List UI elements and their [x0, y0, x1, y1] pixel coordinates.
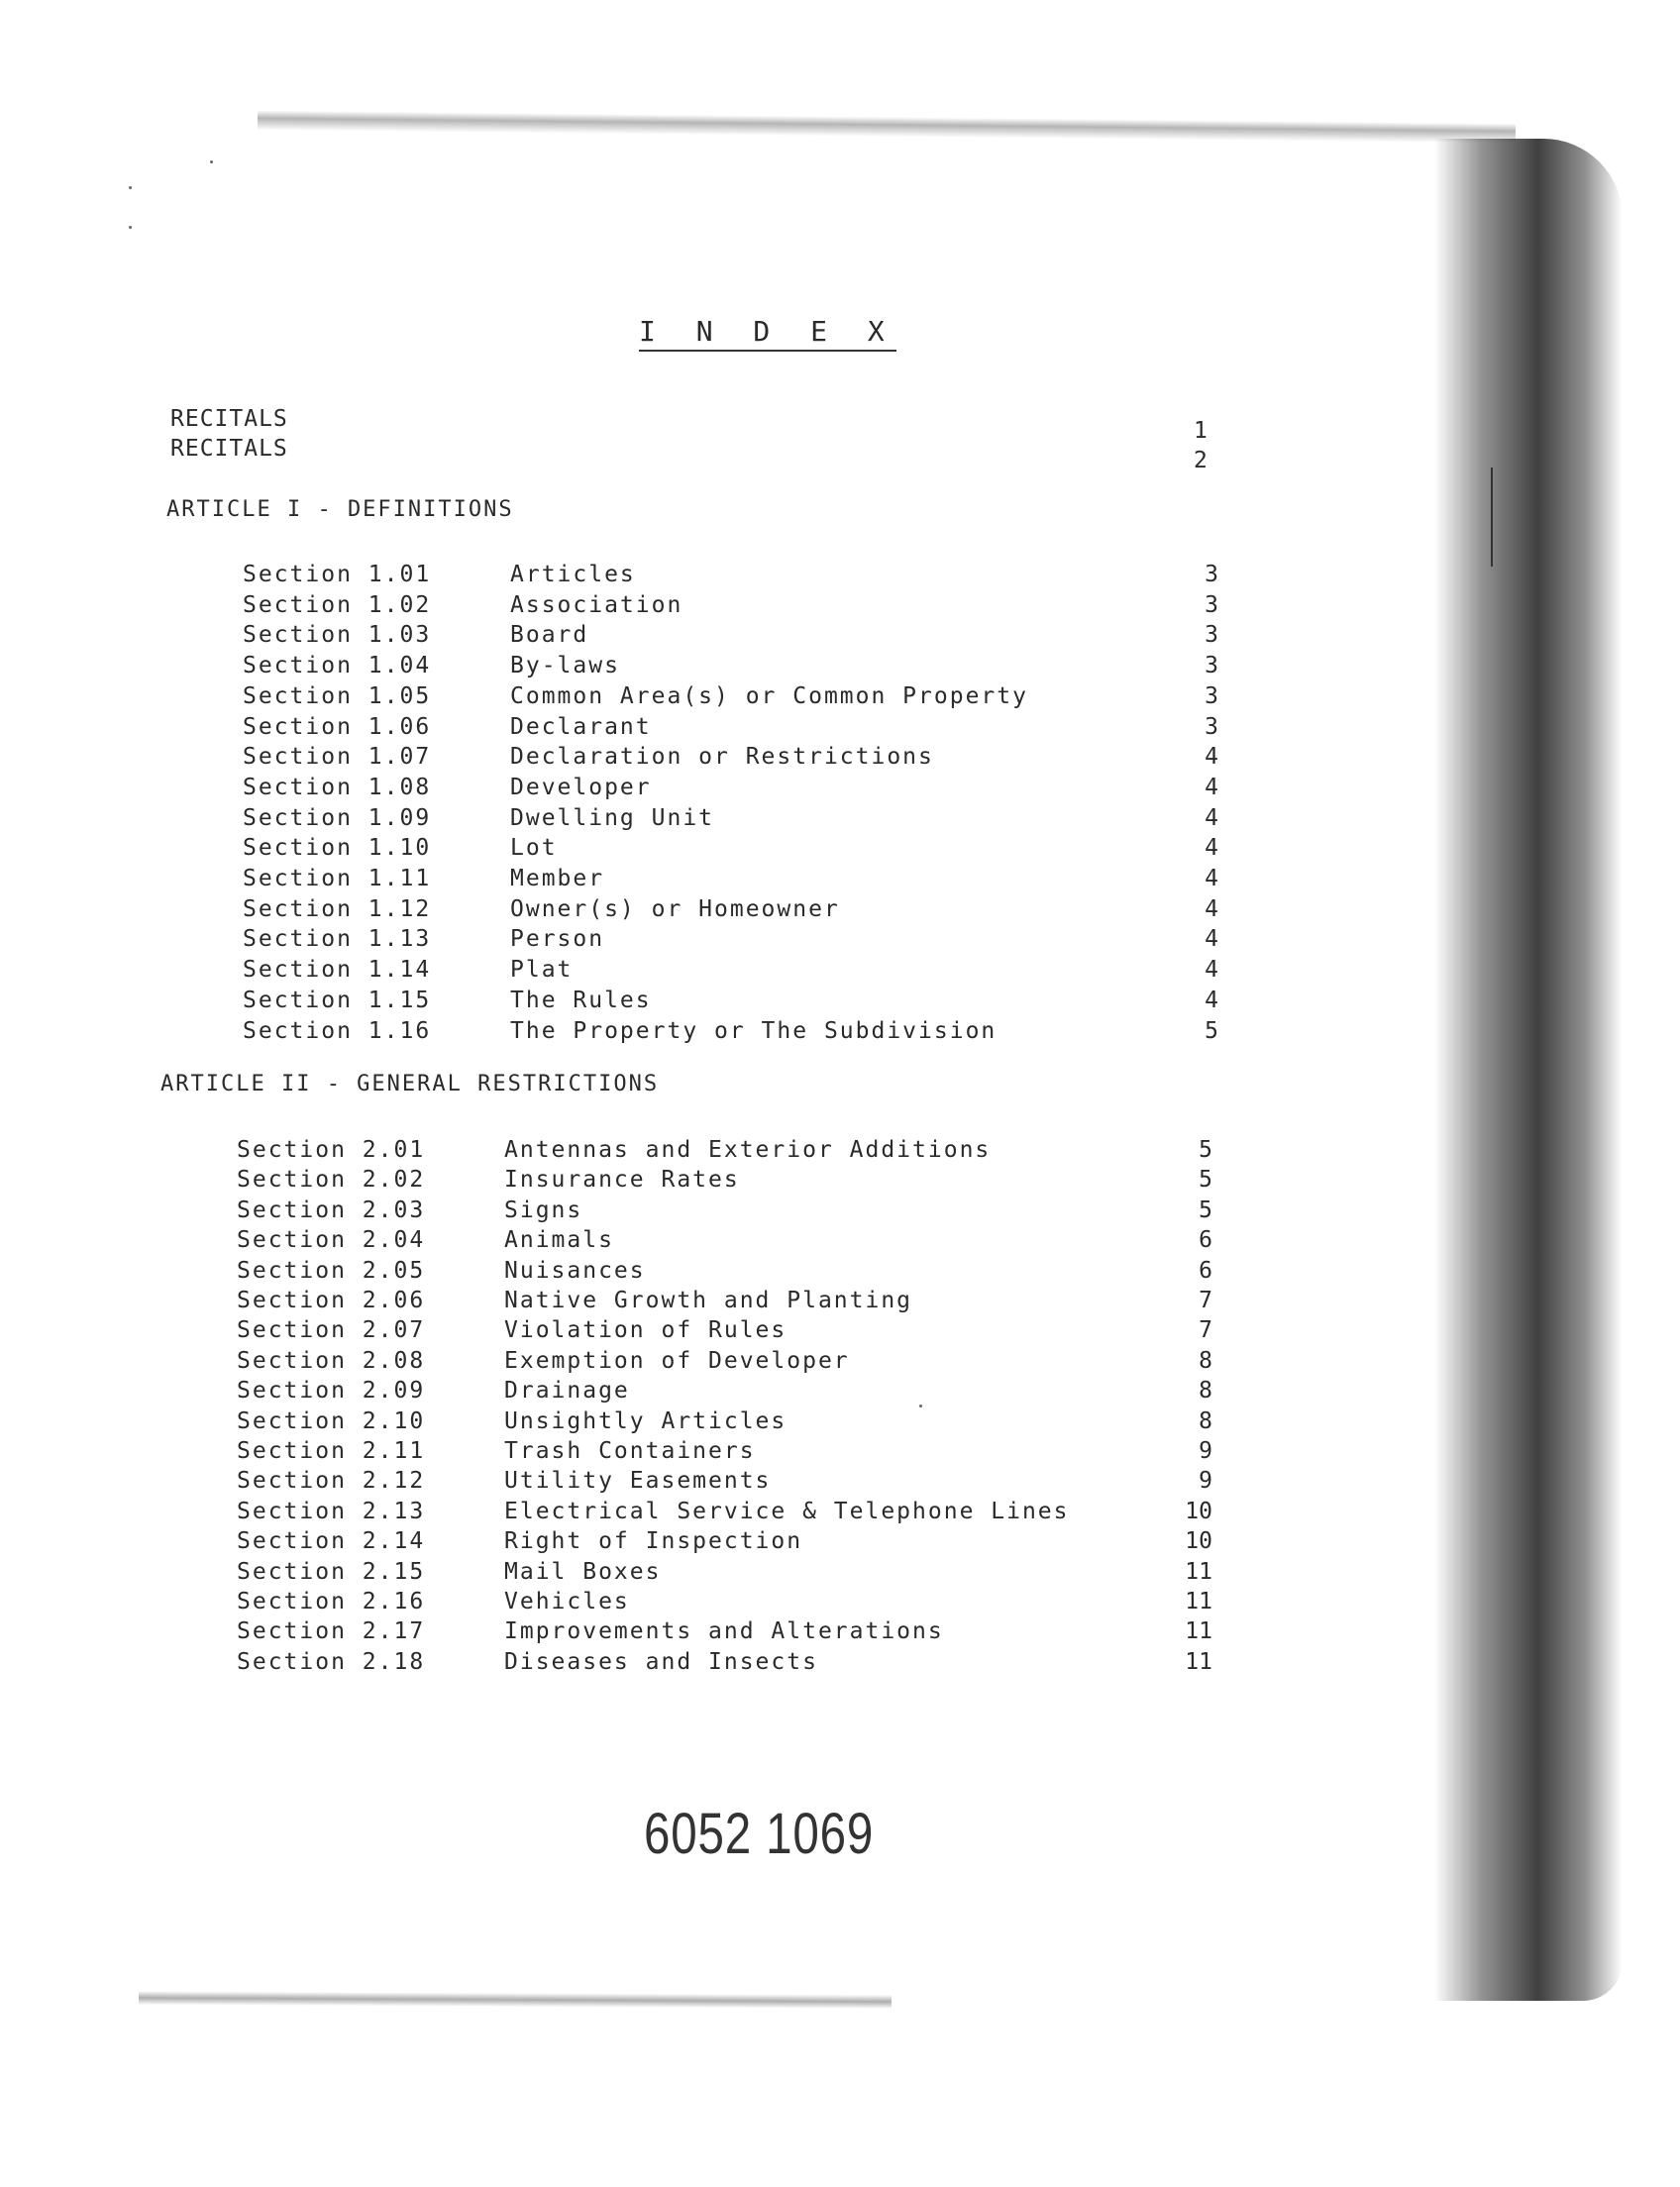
- toc-row: [0, 622, 1288, 652]
- section-title: Declarant: [510, 713, 652, 740]
- section-title: Lot: [510, 835, 558, 862]
- page-number: 3: [1205, 562, 1218, 587]
- scan-speck: [210, 160, 213, 163]
- section-title: Plat: [510, 957, 574, 984]
- toc-row: [0, 1137, 1282, 1167]
- toc-row: [0, 805, 1288, 835]
- section-title: Violation of Rules: [504, 1317, 788, 1344]
- toc-row: [0, 1317, 1282, 1347]
- section-title: Owner(s) or Homeowner: [510, 895, 840, 922]
- page-number: 4: [1205, 835, 1218, 862]
- section-title: Drainage: [504, 1378, 630, 1405]
- section-number: Section 2.16: [237, 1589, 426, 1614]
- page-number: 8: [1199, 1347, 1212, 1374]
- toc-row: [0, 1408, 1282, 1438]
- page-number: 6: [1199, 1227, 1212, 1254]
- page-number: 8: [1199, 1378, 1212, 1405]
- page-number: 10: [1185, 1528, 1212, 1555]
- toc-row: [0, 1559, 1282, 1589]
- margin-mark: [1491, 468, 1493, 567]
- section-title: Declaration or Restrictions: [510, 744, 934, 771]
- page-number: 4: [1205, 957, 1218, 984]
- section-title: Diseases and Insects: [504, 1648, 818, 1675]
- section-number: Section 2.07: [237, 1317, 426, 1344]
- section-number: Section 2.14: [237, 1528, 426, 1555]
- section-number: Section 1.04: [243, 653, 432, 679]
- section-number: Section 2.12: [237, 1468, 426, 1495]
- section-title: Vehicles: [504, 1589, 630, 1614]
- section-title: Unsightly Articles: [504, 1407, 788, 1434]
- toc-row: [0, 896, 1288, 926]
- section-number: Section 1.06: [243, 713, 432, 740]
- toc-row: [0, 835, 1288, 865]
- toc-row: [0, 1438, 1282, 1468]
- section-title: Insurance Rates: [504, 1167, 740, 1194]
- page-number: 3: [1205, 622, 1218, 649]
- section-number: Section 1.03: [243, 622, 432, 649]
- page-number: 9: [1199, 1468, 1212, 1495]
- toc-row: [0, 926, 1288, 956]
- toc-row: [0, 1167, 1282, 1197]
- page-number: 4: [1205, 774, 1218, 800]
- page-number: 3: [1205, 713, 1218, 740]
- section-title: Common Area(s) or Common Property: [510, 682, 1028, 709]
- toc-row: [0, 1499, 1282, 1528]
- section-number: Section 1.08: [243, 774, 432, 800]
- article-2-heading: ARTICLE II - GENERAL RESTRICTIONS: [160, 1072, 660, 1096]
- page-number: 4: [1205, 926, 1218, 953]
- page-number: 6: [1199, 1257, 1212, 1284]
- section-title: Dwelling Unit: [510, 804, 715, 831]
- section-number: Section 1.14: [243, 957, 432, 984]
- section-number: Section 1.16: [243, 1017, 432, 1044]
- page-number: 4: [1205, 866, 1218, 891]
- section-number: Section 2.11: [237, 1438, 426, 1464]
- section-number: Section 2.05: [237, 1257, 426, 1284]
- page-number: 3: [1205, 682, 1218, 709]
- section-number: Section 1.15: [243, 987, 432, 1013]
- page-number: 5: [1199, 1137, 1212, 1163]
- section-number: Section 2.17: [237, 1618, 426, 1645]
- index-title: I N D E X: [639, 315, 896, 352]
- section-number: Section 1.13: [243, 926, 432, 953]
- section-title: Antennas and Exterior Additions: [504, 1137, 992, 1163]
- toc-row: [0, 1258, 1282, 1288]
- section-number: Section 2.04: [237, 1227, 426, 1254]
- page-number: 1: [1194, 418, 1208, 444]
- toc-row: [0, 744, 1288, 774]
- toc-row: [0, 1468, 1282, 1498]
- toc-row: [0, 592, 1288, 622]
- section-number: Section 1.09: [243, 804, 432, 831]
- section-title: Mail Boxes: [504, 1558, 662, 1585]
- page-number: 2: [1194, 448, 1208, 473]
- section-title: Developer: [510, 774, 652, 800]
- section-title: Right of Inspection: [504, 1528, 803, 1555]
- toc-row: [0, 1348, 1282, 1378]
- page-number: 7: [1199, 1317, 1212, 1344]
- section-number: Section 2.09: [237, 1378, 426, 1405]
- page-number: 7: [1199, 1288, 1212, 1313]
- section-number: Section 2.10: [237, 1407, 426, 1434]
- section-number: Section 1.12: [243, 895, 432, 922]
- section-title: The Rules: [510, 987, 652, 1013]
- page-number: 9: [1199, 1438, 1212, 1464]
- toc-row: [0, 1198, 1282, 1227]
- toc-row: [0, 1528, 1282, 1558]
- recitals-label: RECITALS: [170, 436, 288, 462]
- page-number: 4: [1205, 895, 1218, 922]
- toc-row: [0, 1227, 1282, 1257]
- section-number: Section 2.06: [237, 1288, 426, 1313]
- section-title: Person: [510, 926, 605, 953]
- page-number: 5: [1205, 1017, 1218, 1044]
- toc-row: [0, 562, 1288, 591]
- section-title: Board: [510, 622, 589, 649]
- page-number: 5: [1199, 1167, 1212, 1194]
- scan-shadow-right: [1434, 139, 1623, 2001]
- section-number: Section 2.13: [237, 1498, 426, 1524]
- page-number: 11: [1185, 1648, 1212, 1675]
- toc-row: [0, 1618, 1282, 1648]
- section-title: Utility Easements: [504, 1468, 772, 1495]
- toc-row: [0, 1649, 1282, 1679]
- toc-row: [0, 1378, 1282, 1407]
- section-number: Section 2.18: [237, 1648, 426, 1675]
- toc-row: [0, 1288, 1282, 1317]
- page-number: 4: [1205, 804, 1218, 831]
- scan-edge-top: [258, 110, 1516, 143]
- scan-edge-bottom: [139, 1991, 892, 2009]
- section-title: Exemption of Developer: [504, 1347, 850, 1374]
- toc-row: [0, 957, 1288, 987]
- section-title: By-laws: [510, 653, 620, 679]
- section-title: Trash Containers: [504, 1438, 756, 1464]
- toc-row: [0, 866, 1288, 895]
- recording-stamp: 6052 1069: [644, 1802, 875, 1866]
- section-number: Section 1.11: [243, 866, 432, 891]
- section-number: Section 1.10: [243, 835, 432, 862]
- toc-row: [0, 653, 1288, 682]
- section-number: Section 2.01: [237, 1137, 426, 1163]
- page-number: 11: [1185, 1589, 1212, 1614]
- section-number: Section 1.02: [243, 591, 432, 618]
- page-number: 4: [1205, 744, 1218, 771]
- page-number: 10: [1185, 1498, 1212, 1524]
- recitals-label: RECITALS: [170, 406, 288, 432]
- section-number: Section 1.05: [243, 682, 432, 709]
- page-number: 8: [1199, 1407, 1212, 1434]
- section-number: Section 2.03: [237, 1197, 426, 1223]
- toc-row: [0, 1018, 1288, 1048]
- section-number: Section 1.01: [243, 562, 432, 587]
- page-number: 3: [1205, 591, 1218, 618]
- section-title: Association: [510, 591, 683, 618]
- section-number: Section 1.07: [243, 744, 432, 771]
- section-title: Member: [510, 866, 605, 891]
- toc-row: [0, 775, 1288, 804]
- page-number: 3: [1205, 653, 1218, 679]
- section-number: Section 2.02: [237, 1167, 426, 1194]
- scan-speck: [129, 226, 132, 229]
- page-number: 4: [1205, 987, 1218, 1013]
- toc-row: [0, 714, 1288, 744]
- section-title: Electrical Service & Telephone Lines: [504, 1498, 1070, 1524]
- page-number: 11: [1185, 1558, 1212, 1585]
- section-number: Section 2.15: [237, 1558, 426, 1585]
- section-number: Section 2.08: [237, 1347, 426, 1374]
- scan-speck: [129, 186, 132, 189]
- toc-row: [0, 1589, 1282, 1618]
- section-title: Nuisances: [504, 1257, 646, 1284]
- section-title: Signs: [504, 1197, 583, 1223]
- section-title: Improvements and Alterations: [504, 1618, 944, 1645]
- section-title: Articles: [510, 562, 636, 587]
- article-1-heading: ARTICLE I - DEFINITIONS: [166, 497, 514, 522]
- toc-row: [0, 988, 1288, 1017]
- page-number: 5: [1199, 1197, 1212, 1223]
- section-title: The Property or The Subdivision: [510, 1017, 998, 1044]
- section-title: Native Growth and Planting: [504, 1288, 913, 1313]
- toc-row: [0, 683, 1288, 713]
- page-number: 11: [1185, 1618, 1212, 1645]
- section-title: Animals: [504, 1227, 614, 1254]
